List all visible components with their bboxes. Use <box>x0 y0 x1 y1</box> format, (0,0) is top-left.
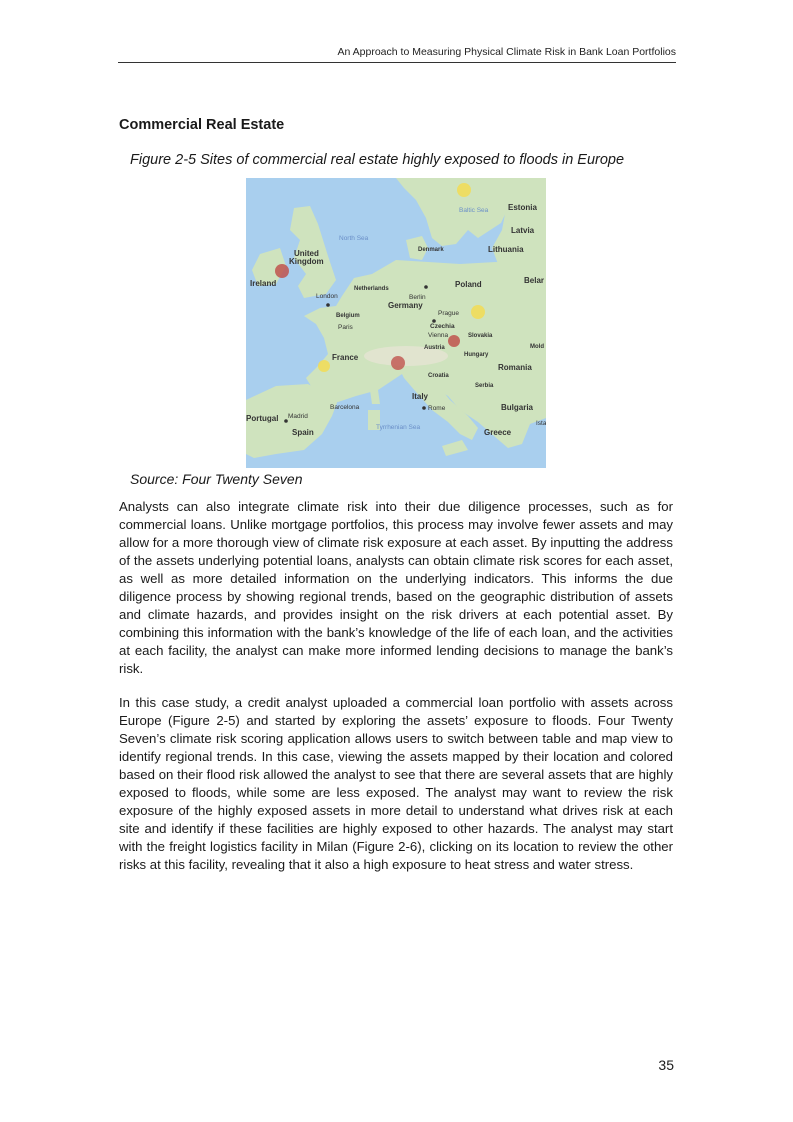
label-greece: Greece <box>484 428 512 437</box>
label-germany: Germany <box>388 301 423 310</box>
medium-risk-marker <box>471 305 485 319</box>
label-slovakia: Slovakia <box>468 333 493 339</box>
header-rule <box>118 62 676 63</box>
label-serbia: Serbia <box>475 383 494 389</box>
label-paris: Paris <box>338 324 353 331</box>
label-portugal: Portugal <box>246 414 279 423</box>
label-north-sea: North Sea <box>339 235 369 242</box>
high-risk-marker <box>448 335 460 347</box>
label-latvia: Latvia <box>511 226 535 235</box>
label-baltic-sea: Baltic Sea <box>459 207 489 214</box>
label-kingdom: Kingdom <box>289 257 324 266</box>
label-ireland: Ireland <box>250 279 277 288</box>
label-denmark: Denmark <box>418 247 444 253</box>
label-lithuania: Lithuania <box>488 245 524 254</box>
label-belarus: Belar <box>524 276 545 285</box>
label-croatia: Croatia <box>428 373 449 379</box>
label-spain: Spain <box>292 428 314 437</box>
label-belgium: Belgium <box>336 313 360 319</box>
label-hungary: Hungary <box>464 352 489 358</box>
label-netherlands: Netherlands <box>354 286 389 292</box>
label-austria: Austria <box>424 345 445 351</box>
label-vienna: Vienna <box>428 332 449 339</box>
page-number: 35 <box>658 1057 674 1073</box>
label-bulgaria: Bulgaria <box>501 403 534 412</box>
label-romania: Romania <box>498 363 532 372</box>
city-dot <box>326 303 330 307</box>
label-moldova: Mold <box>530 344 544 350</box>
running-header: An Approach to Measuring Physical Climate Risk in Bank Loan Portfolios <box>337 46 676 58</box>
label-estonia: Estonia <box>508 203 537 212</box>
label-madrid: Madrid <box>288 413 308 420</box>
label-istanbul: Ista <box>536 420 546 427</box>
label-italy: Italy <box>412 392 429 401</box>
label-france: France <box>332 353 359 362</box>
figure-caption: Figure 2-5 Sites of commercial real estate highly exposed to floods in Europe <box>130 152 625 168</box>
figure-source: Source: Four Twenty Seven <box>130 471 303 487</box>
body-paragraph: In this case study, a credit analyst uploaded a commercial loan portfolio with assets across Europe (Figure 2-5) and started by exploring the assets’ exposure to floods. Four Twenty Seven’s climate risk scoring application allows users to switch between table and map view to identify regional trends. In this case, viewing the assets mapped by their location and colored based on their flood risk allowed the analyst to see that there are several assets that are highly exposed to floods, while some are less exposed. The analyst may want to review the risk exposure of the highly exposed assets in more detail to understand what drives risk at each site and identify if these facilities are highly exposed to other hazards. The analyst may start with the freight logistics facility in Milan (Figure 2-6), clicking on its location to review the other risks at this facility, revealing that it also a high exposure to heat stress and water stress. <box>119 695 673 872</box>
label-czechia: Czechia <box>430 323 455 330</box>
city-dot <box>424 285 428 289</box>
label-tyrrhenian-sea: Tyrrhenian Sea <box>376 424 421 431</box>
label-poland: Poland <box>455 280 482 289</box>
medium-risk-marker <box>457 183 471 197</box>
label-london: London <box>316 293 338 300</box>
label-berlin: Berlin <box>409 294 426 301</box>
medium-risk-marker <box>318 360 330 372</box>
label-prague: Prague <box>438 310 459 317</box>
label-barcelona: Barcelona <box>330 404 360 411</box>
europe-map-svg <box>246 178 546 468</box>
label-rome: Rome <box>428 405 446 412</box>
city-dot <box>422 406 426 410</box>
flood-risk-map <box>246 178 546 468</box>
label-united: United <box>294 249 319 258</box>
body-paragraph: Analysts can also integrate climate risk into their due diligence processes, such as for commercial loans. Unlike mortgage portfolios, this process may involve fewer assets and may allow for a more thorough view of climate risk exposure at each asset. By inputting the address of the assets underlying potential loans, analysts can obtain climate risk scores for each asset, as well as more detailed information on the underlying indicators. This informs the due diligence process by showing regional trends, based on the geographic distribution of assets and climate hazards, and provides insight on the risk drivers at each potential asset. By combining this information with the bank’s knowledge of the life of each loan, and the activities at each facility, the analyst can make more informed lending decisions to manage the bank’s risk. <box>119 499 673 676</box>
high-risk-marker <box>275 264 289 278</box>
section-heading: Commercial Real Estate <box>119 117 285 133</box>
high-risk-marker <box>391 356 405 370</box>
